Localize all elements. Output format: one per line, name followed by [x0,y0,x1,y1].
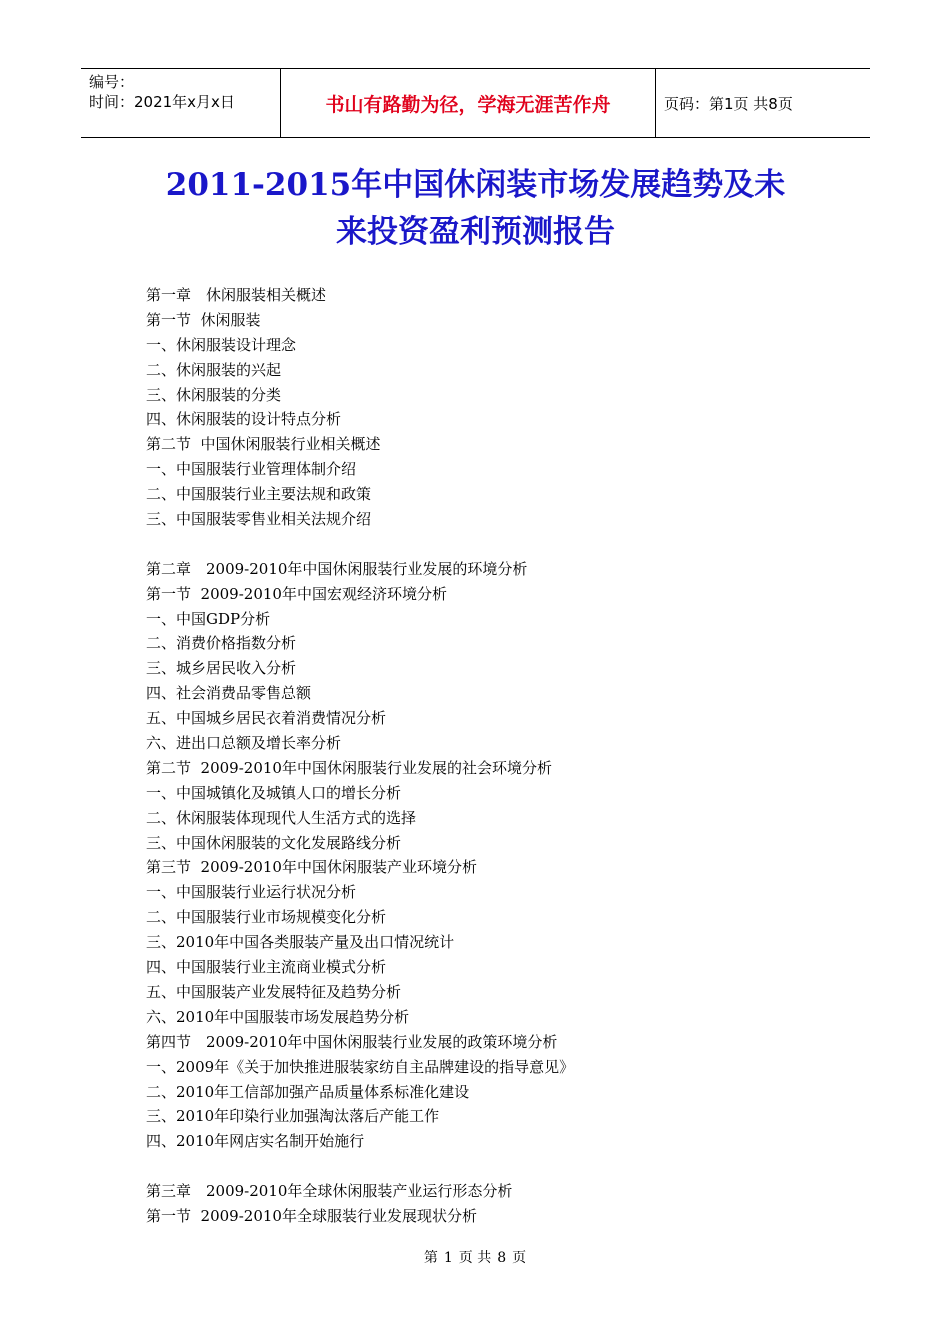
footer-total-pages: 8 [497,1250,507,1266]
footer-middle: 页 共 [458,1250,492,1266]
toc-item: 第一章 休闲服装相关概述 [146,286,327,304]
toc-item: 三、城乡居民收入分析 [146,659,297,678]
page-header [81,68,870,138]
toc-item: 二、休闲服装体现现代人生活方式的选择 [146,808,417,827]
toc-item: 第三节 2009-2010年中国休闲服装产业环境分析 [146,858,477,877]
toc-item: 第一节 2009-2010年全球服装行业发展现状分析 [146,1206,477,1225]
header-page-info: 页码：第1页 共8页 [664,94,793,113]
toc-item: 四、休闲服装的设计特点分析 [146,410,342,429]
toc-item: 一、中国服装行业管理体制介绍 [146,460,357,479]
toc-item: 五、中国城乡居民衣着消费情况分析 [146,709,387,728]
toc-item: 三、中国休闲服装的文化发展路线分析 [146,833,402,852]
toc-item: 一、中国城镇化及城镇人口的增长分析 [146,783,402,802]
toc-spacer [146,532,846,557]
toc-item: 四、社会消费品零售总额 [146,684,312,703]
footer-prefix: 第 [423,1250,438,1266]
toc-item: 第四节 2009-2010年中国休闲服装行业发展的政策环境分析 [146,1032,558,1051]
toc-item: 三、中国服装零售业相关法规介绍 [146,510,372,529]
toc-item: 三、2010年印染行业加强淘汰落后产能工作 [146,1107,440,1126]
header-motto: 书山有路勤为径，学海无涯苦作舟 [281,69,656,137]
toc-item: 二、中国服装行业市场规模变化分析 [146,908,387,927]
document-time-label: 时间：2021年x月x日 [89,93,235,111]
toc-item: 第二节 2009-2010年中国休闲服装行业发展的社会环境分析 [146,758,552,777]
toc-item: 第一节 休闲服装 [146,310,261,329]
toc-item: 五、中国服装产业发展特征及趋势分析 [146,982,402,1001]
page-footer [0,1247,950,1267]
toc-item: 六、进出口总额及增长率分析 [146,734,342,753]
toc-item: 第二章 2009-2010年中国休闲服装行业发展的环境分析 [146,559,528,578]
toc-item: 第三章 2009-2010年全球休闲服装产业运行形态分析 [146,1182,513,1201]
footer-suffix: 页 [512,1250,527,1266]
toc-item: 二、消费价格指数分析 [146,634,297,653]
toc-item: 六、2010年中国服装市场发展趋势分析 [146,1007,410,1026]
toc-item: 四、2010年网店实名制开始施行 [146,1132,365,1151]
header-meta [81,69,281,137]
toc-item: 一、中国服装行业运行状况分析 [146,883,357,902]
document-title [81,162,870,256]
toc-item: 第二节 中国休闲服装行业相关概述 [146,435,381,454]
toc-item: 二、休闲服装的兴起 [146,360,282,379]
toc-item: 四、中国服装行业主流商业模式分析 [146,958,387,977]
table-of-contents [146,283,846,1229]
footer-page-number: 1 [443,1250,453,1266]
toc-item: 三、2010年中国各类服装产量及出口情况统计 [146,933,455,952]
document-title-line-2: 来投资盈利预测报告 [336,214,615,250]
document-title-line-1: 2011-2015年中国休闲装市场发展趋势及未 [165,167,786,203]
toc-item: 二、中国服装行业主要法规和政策 [146,485,372,504]
document-number-label: 编号： [89,73,135,91]
toc-item: 一、2009年《关于加快推进服装家纺自主品牌建设的指导意见》 [146,1057,575,1076]
toc-spacer [146,1154,846,1179]
toc-item: 三、休闲服装的分类 [146,385,282,404]
toc-item: 一、休闲服装设计理念 [146,335,297,354]
toc-item: 二、2010年工信部加强产品质量体系标准化建设 [146,1082,470,1101]
toc-item: 第一节 2009-2010年中国宏观经济环境分析 [146,584,447,603]
toc-item: 一、中国GDP分析 [146,609,271,628]
